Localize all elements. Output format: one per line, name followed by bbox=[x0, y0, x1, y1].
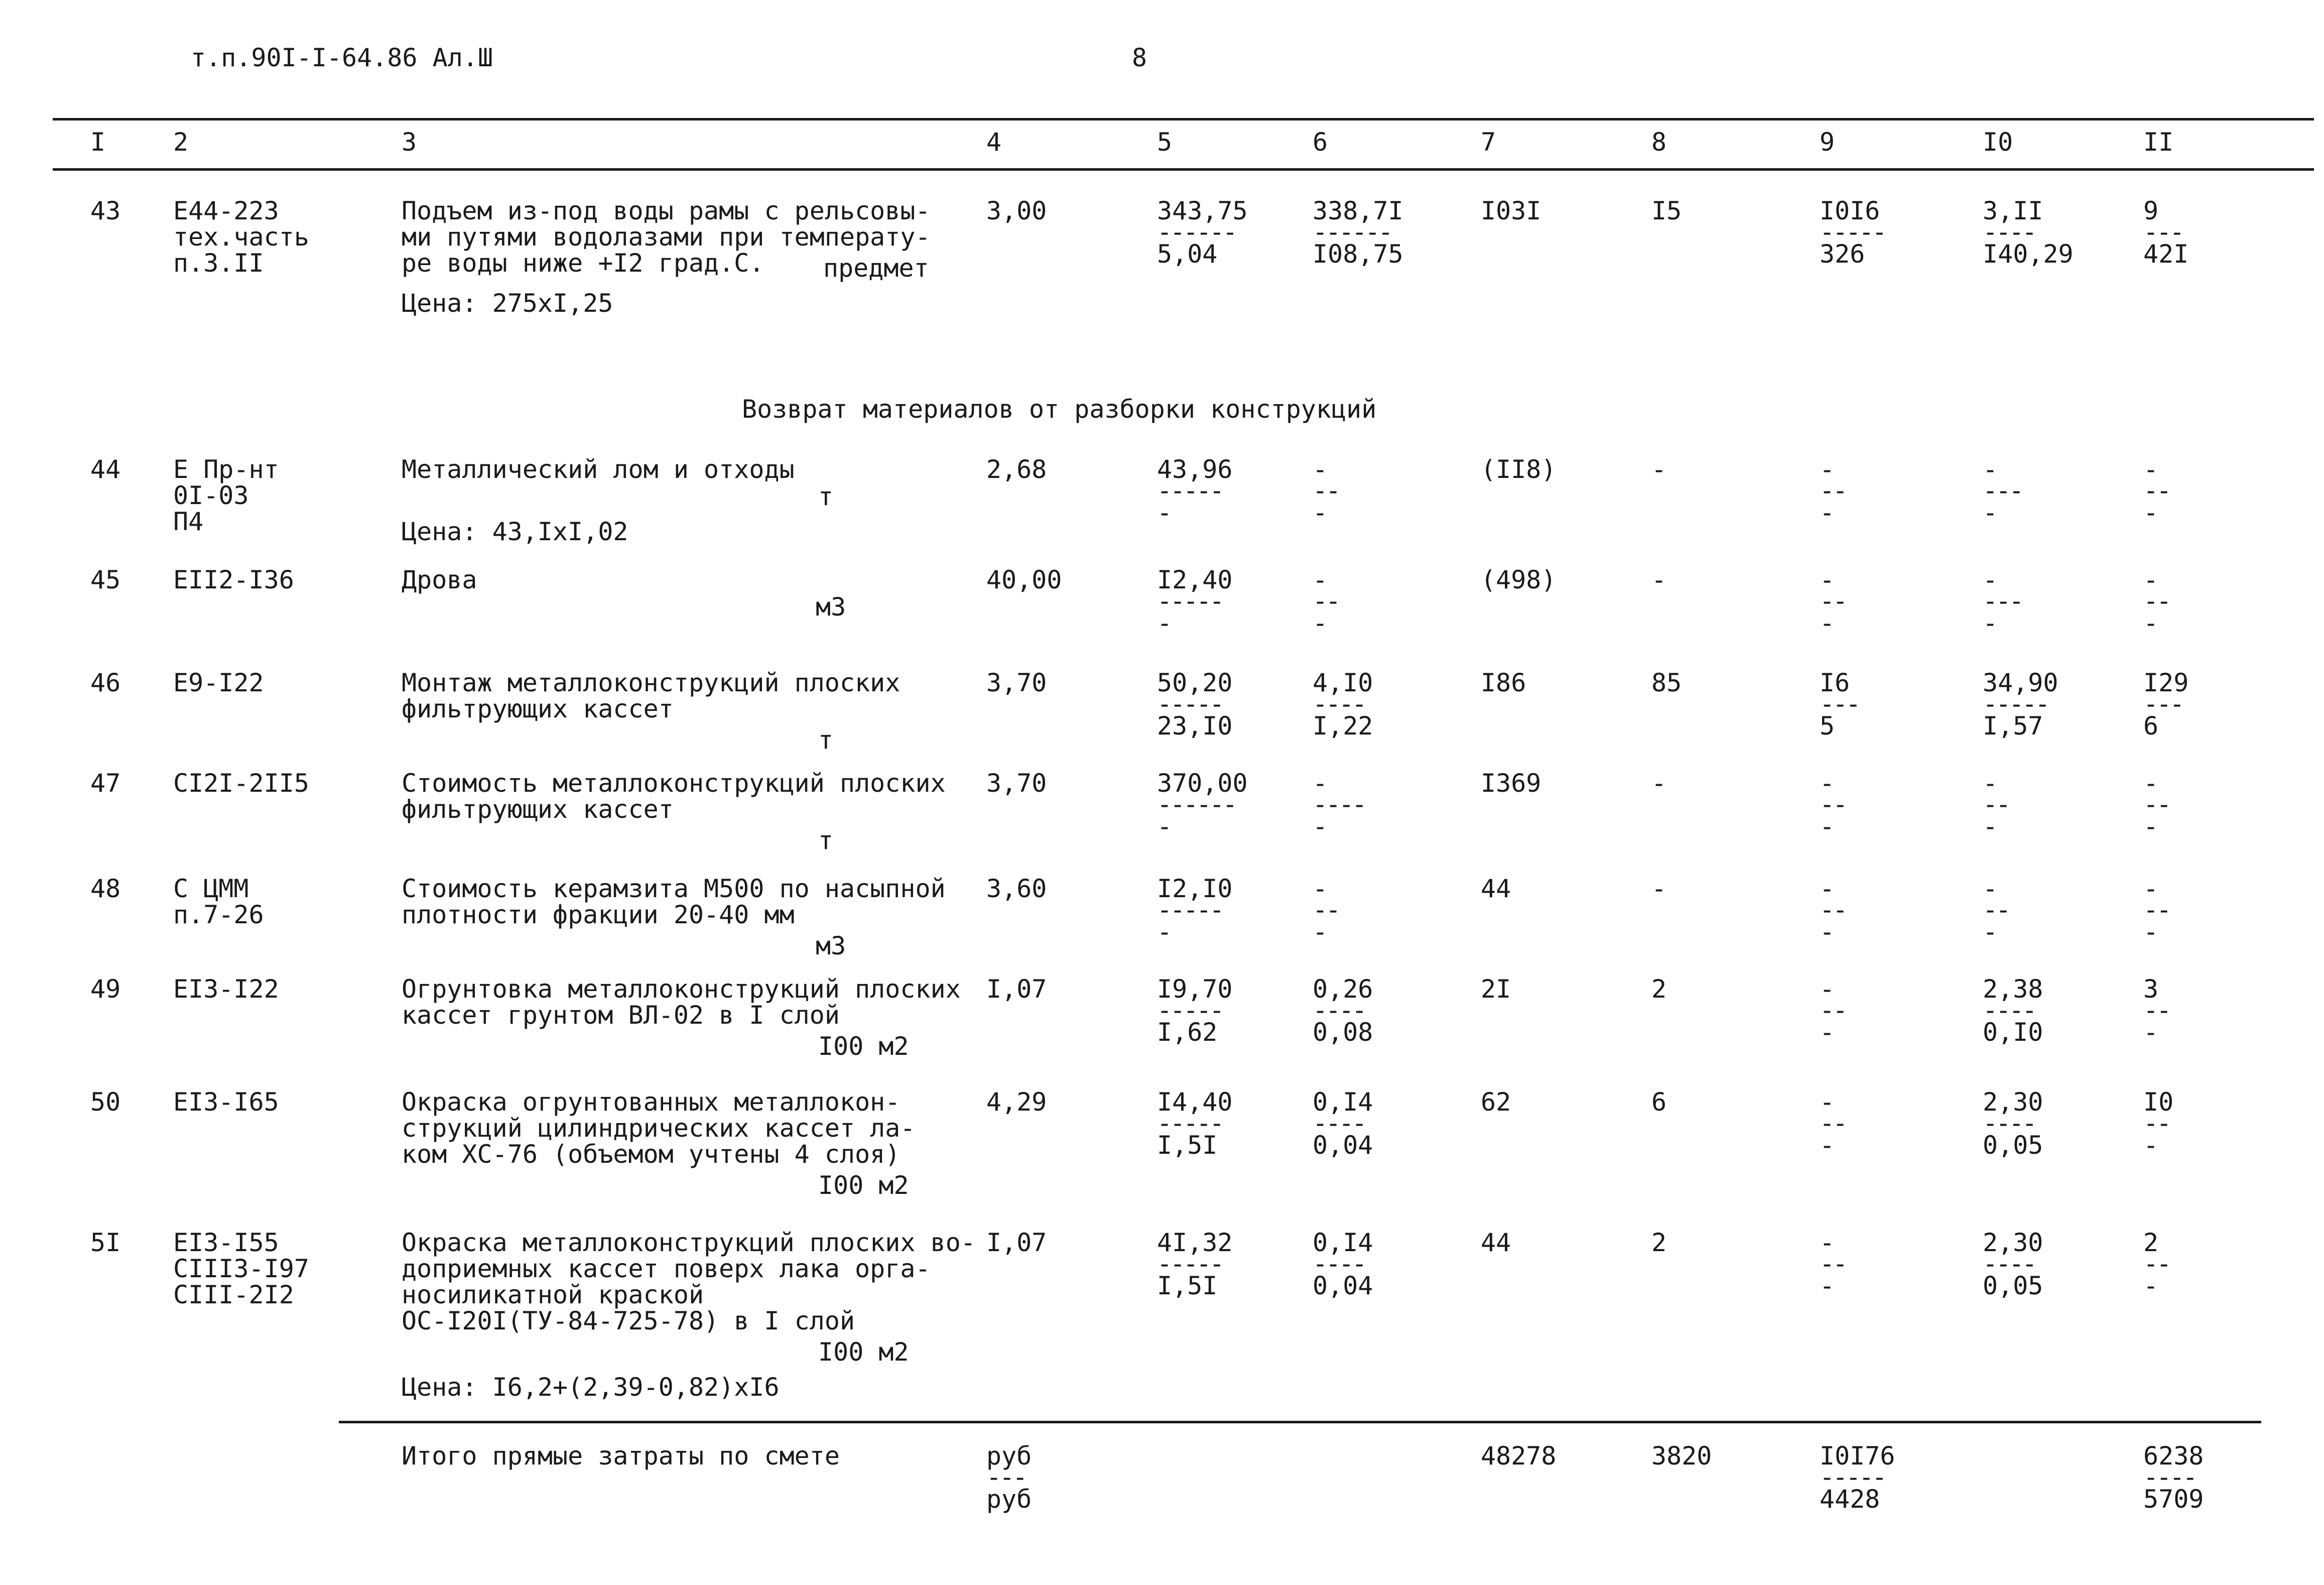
labor-total-denominator: - bbox=[2143, 1018, 2159, 1047]
wage-cost bbox=[1313, 198, 1403, 267]
machine-cost bbox=[1820, 457, 1846, 525]
quantity: 3,70 bbox=[986, 769, 1047, 798]
wages-total: 85 bbox=[1651, 668, 1682, 697]
column-header-6: 6 bbox=[1313, 128, 1328, 157]
machine-cost-denominator: - bbox=[1820, 1131, 1835, 1160]
machine-cost-denominator: - bbox=[1820, 498, 1835, 527]
total-unit bbox=[986, 1443, 1031, 1512]
labor-unit-denominator: - bbox=[1983, 608, 1998, 638]
unit-of-measure: I00 м2 bbox=[818, 1032, 909, 1061]
labor-total bbox=[2143, 771, 2169, 839]
rate-code: Е9-I22 bbox=[173, 668, 264, 697]
rate-code: С ЦММ bbox=[173, 874, 249, 903]
machine-cost bbox=[1820, 876, 1846, 944]
unit-cost-numerator: I4,40 bbox=[1157, 1087, 1233, 1117]
labor-total-divider: -- bbox=[2143, 476, 2170, 505]
labor-unit-numerator: - bbox=[1983, 874, 1998, 903]
machine-cost-numerator: - bbox=[1820, 1087, 1835, 1117]
labor-unit bbox=[1983, 1089, 2043, 1158]
column-header-1: I bbox=[90, 128, 106, 157]
machine-cost-denominator: 326 bbox=[1820, 239, 1865, 269]
labor-total bbox=[2143, 567, 2169, 636]
rate-code: СIII3-I97 bbox=[173, 1254, 309, 1283]
labor-total-denominator: 42I bbox=[2143, 239, 2189, 269]
unit-cost-divider: ------ bbox=[1157, 790, 1236, 819]
labor-total-denominator: - bbox=[2143, 498, 2159, 527]
rate-code: ЕI3-I22 bbox=[173, 974, 279, 1004]
unit-cost-denominator: - bbox=[1157, 608, 1173, 638]
unit-cost-divider: ----- bbox=[1157, 586, 1223, 616]
total-cost: I369 bbox=[1481, 769, 1541, 798]
labor-total bbox=[2143, 1230, 2169, 1298]
labor-total bbox=[2143, 1089, 2173, 1158]
labor-total-denominator: 6 bbox=[2143, 711, 2159, 741]
document-reference: т.п.90I-I-64.86 Ал.Ш bbox=[191, 43, 493, 72]
total-cost: 44 bbox=[1481, 874, 1511, 903]
labor-unit-divider: -- bbox=[1983, 895, 2009, 924]
rate-code: Е Пр-нт bbox=[173, 455, 279, 484]
work-description: ком ХС-76 (объемом учтены 4 слоя) bbox=[402, 1140, 900, 1169]
row-number: 48 bbox=[90, 874, 121, 903]
wage-cost bbox=[1313, 876, 1339, 944]
wage-cost-denominator: 0,08 bbox=[1313, 1018, 1373, 1047]
total-cost: (II8) bbox=[1481, 455, 1557, 484]
unit-of-measure: т bbox=[818, 826, 834, 855]
unit-cost-divider: ----- bbox=[1157, 476, 1223, 505]
labor-unit bbox=[1983, 670, 2058, 739]
column-header-9: 9 bbox=[1820, 128, 1835, 157]
work-description: ОС-I20I(ТУ-84-725-78) в I слой bbox=[402, 1306, 855, 1335]
wage-cost-denominator: - bbox=[1313, 608, 1328, 638]
total-cost: I86 bbox=[1481, 668, 1526, 697]
quantity: 40,00 bbox=[986, 565, 1062, 594]
unit-cost-denominator: - bbox=[1157, 812, 1173, 841]
labor-total-denominator: - bbox=[2143, 608, 2159, 638]
row-number: 47 bbox=[90, 769, 121, 798]
wage-cost bbox=[1313, 567, 1339, 636]
row-number: 43 bbox=[90, 196, 121, 225]
labor-total-numerator: - bbox=[2143, 769, 2159, 798]
price-formula: Цена: I6,2+(2,39-0,82)хI6 bbox=[402, 1373, 780, 1402]
unit-of-measure: I00 м2 bbox=[818, 1171, 909, 1200]
quantity: 4,29 bbox=[986, 1087, 1047, 1117]
machine-cost-numerator: - bbox=[1820, 455, 1835, 484]
labor-total-divider: -- bbox=[2143, 895, 2170, 924]
unit-cost bbox=[1157, 457, 1233, 525]
total-labor bbox=[2143, 1443, 2204, 1512]
labor-unit-denominator: 0,I0 bbox=[1983, 1018, 2043, 1047]
unit-cost-denominator: 5,04 bbox=[1157, 239, 1218, 269]
machine-cost-denominator: - bbox=[1820, 812, 1835, 841]
work-description: ми путями водолазами при температу- bbox=[402, 222, 931, 252]
work-description: Окраска огрунтованных металлокон- bbox=[402, 1087, 900, 1117]
wage-cost bbox=[1313, 457, 1339, 525]
machine-cost bbox=[1820, 670, 1859, 739]
machine-cost-divider: --- bbox=[1820, 689, 1859, 718]
labor-total-divider: --- bbox=[2143, 689, 2183, 718]
unit-cost-numerator: 4I,32 bbox=[1157, 1228, 1233, 1257]
unit-cost-numerator: 50,20 bbox=[1157, 668, 1233, 697]
machine-cost-numerator: - bbox=[1820, 565, 1835, 594]
labor-unit-numerator: - bbox=[1983, 455, 1998, 484]
wage-cost bbox=[1313, 974, 1373, 1047]
total-unit-divider: --- bbox=[986, 1462, 1026, 1492]
unit-cost bbox=[1157, 771, 1248, 839]
wage-cost-numerator: 4,I0 bbox=[1313, 668, 1373, 697]
unit-cost-numerator: 370,00 bbox=[1157, 769, 1248, 798]
labor-total-numerator: - bbox=[2143, 565, 2159, 594]
labor-unit-numerator: 2,30 bbox=[1983, 1228, 2043, 1257]
unit-cost-divider: ----- bbox=[1157, 1249, 1223, 1278]
wage-cost-numerator: 0,I4 bbox=[1313, 1228, 1373, 1257]
machine-cost-denominator: - bbox=[1820, 1018, 1835, 1047]
labor-unit bbox=[1983, 1230, 2043, 1298]
unit-cost-denominator: 23,I0 bbox=[1157, 711, 1233, 741]
wage-cost-denominator: 0,04 bbox=[1313, 1271, 1373, 1300]
quantity: 3,70 bbox=[986, 668, 1047, 697]
labor-unit-divider: ---- bbox=[1983, 1249, 2035, 1278]
rate-code: п.3.II bbox=[173, 249, 264, 278]
machine-cost-numerator: I0I6 bbox=[1820, 196, 1880, 225]
machine-cost-divider: ----- bbox=[1820, 217, 1885, 247]
rate-code: тех.часть bbox=[173, 222, 309, 252]
labor-unit-divider: ----- bbox=[1983, 689, 2048, 718]
labor-unit-numerator: 2,38 bbox=[1983, 974, 2043, 1004]
wage-cost bbox=[1313, 670, 1373, 739]
machine-cost-numerator: I6 bbox=[1820, 668, 1850, 697]
labor-total-divider: --- bbox=[2143, 217, 2183, 247]
wage-cost-denominator: 0,04 bbox=[1313, 1131, 1373, 1160]
rate-code: П4 bbox=[173, 507, 204, 536]
total-cost: 2I bbox=[1481, 974, 1511, 1004]
price-formula: Цена: 275хI,25 bbox=[402, 289, 613, 318]
work-description: плотности фракции 20-40 мм bbox=[402, 900, 795, 929]
labor-total-denominator: - bbox=[2143, 1131, 2159, 1160]
machine-cost-divider: -- bbox=[1820, 1249, 1846, 1278]
labor-total-numerator: - bbox=[2143, 455, 2159, 484]
total-cost: (498) bbox=[1481, 565, 1557, 594]
total-labor-denominator: 5709 bbox=[2143, 1485, 2204, 1514]
labor-unit-numerator: - bbox=[1983, 769, 1998, 798]
unit-cost bbox=[1157, 974, 1233, 1047]
labor-unit-denominator: 0,05 bbox=[1983, 1271, 2043, 1300]
row-number: 44 bbox=[90, 455, 121, 484]
work-description: Окраска металлоконструкций плоских во- bbox=[402, 1228, 976, 1257]
labor-total-numerator: I0 bbox=[2143, 1087, 2174, 1117]
row-number: 49 bbox=[90, 974, 121, 1004]
machine-cost-divider: -- bbox=[1820, 586, 1846, 616]
column-header-7: 7 bbox=[1481, 128, 1496, 157]
rate-code: 0I-03 bbox=[173, 481, 249, 510]
machine-cost-numerator: - bbox=[1820, 874, 1835, 903]
unit-cost-divider: ----- bbox=[1157, 996, 1223, 1025]
quantity: I,07 bbox=[986, 974, 1047, 1004]
wage-cost-divider: ---- bbox=[1313, 996, 1365, 1025]
labor-unit bbox=[1983, 876, 2009, 944]
column-header-rule bbox=[53, 168, 2314, 171]
machine-cost bbox=[1820, 974, 1846, 1047]
page-number: 8 bbox=[1132, 43, 1147, 72]
work-description: Стоимость металлоконструкций плоских bbox=[402, 769, 946, 798]
total-wages: 3820 bbox=[1651, 1441, 1712, 1471]
wages-total: 2 bbox=[1651, 1228, 1667, 1257]
wage-cost-numerator: - bbox=[1313, 565, 1328, 594]
wage-cost bbox=[1313, 771, 1365, 839]
labor-total-divider: -- bbox=[2143, 1109, 2170, 1138]
wage-cost-numerator: 0,I4 bbox=[1313, 1087, 1373, 1117]
rate-code: ЕI3-I55 bbox=[173, 1228, 279, 1257]
machine-cost-divider: -- bbox=[1820, 1109, 1846, 1138]
machine-cost-denominator: 5 bbox=[1820, 711, 1835, 741]
total-rule bbox=[339, 1421, 2261, 1423]
wage-cost-divider: -- bbox=[1313, 895, 1339, 924]
total-label: Итого прямые затраты по смете bbox=[402, 1441, 840, 1471]
labor-unit-numerator: 3,II bbox=[1983, 196, 2043, 225]
wage-cost-numerator: - bbox=[1313, 769, 1328, 798]
column-header-3: 3 bbox=[402, 128, 417, 157]
unit-of-measure: т bbox=[818, 482, 834, 511]
row-number: 5I bbox=[90, 1228, 121, 1257]
unit-cost-denominator: - bbox=[1157, 498, 1173, 527]
labor-unit bbox=[1983, 567, 2022, 636]
total-direct-cost: 48278 bbox=[1481, 1441, 1557, 1471]
machine-cost-numerator: - bbox=[1820, 974, 1835, 1004]
unit-cost-numerator: 343,75 bbox=[1157, 196, 1248, 225]
row-number: 50 bbox=[90, 1087, 121, 1117]
labor-total-numerator: 2 bbox=[2143, 1228, 2159, 1257]
labor-unit-numerator: - bbox=[1983, 565, 1998, 594]
total-unit-denominator: руб bbox=[986, 1485, 1032, 1514]
machine-cost bbox=[1820, 771, 1846, 839]
unit-of-measure: I00 м2 bbox=[818, 1337, 909, 1367]
wage-cost bbox=[1313, 1089, 1373, 1158]
labor-total bbox=[2143, 974, 2170, 1047]
work-description: кассет грунтом ВЛ-02 в I слой bbox=[402, 1001, 840, 1030]
machine-cost bbox=[1820, 567, 1846, 636]
work-description: Стоимость керамзита М500 по насыпной bbox=[402, 874, 946, 903]
labor-total-numerator: - bbox=[2143, 874, 2159, 903]
labor-total-numerator: 9 bbox=[2143, 196, 2159, 225]
work-description: фильтрующих кассет bbox=[402, 795, 674, 824]
rate-code: СIII-2I2 bbox=[173, 1280, 294, 1309]
machine-cost bbox=[1820, 198, 1885, 267]
rate-code: ЕII2-I36 bbox=[173, 565, 294, 594]
total-cost: 44 bbox=[1481, 1228, 1511, 1257]
quantity: 3,60 bbox=[986, 874, 1047, 903]
total-machine-cost-numerator: I0I76 bbox=[1820, 1441, 1895, 1471]
unit-cost bbox=[1157, 1089, 1233, 1158]
total-machine-cost-divider: ----- bbox=[1820, 1462, 1885, 1492]
wages-total: 6 bbox=[1651, 1087, 1667, 1117]
labor-unit-divider: --- bbox=[1983, 476, 2022, 505]
unit-cost-divider: ----- bbox=[1157, 895, 1223, 924]
column-header-2: 2 bbox=[173, 128, 189, 157]
wage-cost-numerator: - bbox=[1313, 874, 1328, 903]
unit-cost-numerator: 43,96 bbox=[1157, 455, 1233, 484]
total-machine-cost bbox=[1820, 1443, 1895, 1512]
labor-total bbox=[2143, 876, 2169, 944]
wage-cost-divider: ------ bbox=[1313, 217, 1391, 247]
labor-total-denominator: - bbox=[2143, 812, 2159, 841]
unit-cost bbox=[1157, 1230, 1233, 1298]
work-description: Подъем из-под воды рамы с рельсовы- bbox=[402, 196, 931, 225]
labor-total-denominator: - bbox=[2143, 1271, 2159, 1300]
wage-cost-divider: -- bbox=[1313, 586, 1339, 616]
wage-cost-denominator: - bbox=[1313, 917, 1328, 946]
column-header-10: I0 bbox=[1983, 128, 2013, 157]
labor-total-divider: -- bbox=[2143, 1249, 2170, 1278]
quantity: 3,00 bbox=[986, 196, 1047, 225]
wages-total: - bbox=[1651, 455, 1667, 484]
total-labor-numerator: 6238 bbox=[2143, 1441, 2204, 1471]
wage-cost-divider: -- bbox=[1313, 476, 1339, 505]
wage-cost-divider: ---- bbox=[1313, 790, 1365, 819]
labor-unit-numerator: 2,30 bbox=[1983, 1087, 2043, 1117]
rate-code: ЕI3-I65 bbox=[173, 1087, 279, 1117]
unit-of-measure: предмет bbox=[823, 254, 929, 283]
labor-unit bbox=[1983, 974, 2043, 1047]
column-header-5: 5 bbox=[1157, 128, 1173, 157]
total-cost: I03I bbox=[1481, 196, 1541, 225]
total-cost: 62 bbox=[1481, 1087, 1511, 1117]
total-labor-divider: ---- bbox=[2143, 1462, 2196, 1492]
wage-cost-numerator: 338,7I bbox=[1313, 196, 1403, 225]
wage-cost-numerator: 0,26 bbox=[1313, 974, 1373, 1004]
machine-cost-denominator: - bbox=[1820, 608, 1835, 638]
column-header-8: 8 bbox=[1651, 128, 1667, 157]
wage-cost-denominator: - bbox=[1313, 498, 1328, 527]
machine-cost bbox=[1820, 1089, 1846, 1158]
machine-cost-divider: -- bbox=[1820, 790, 1846, 819]
unit-cost-denominator: I,5I bbox=[1157, 1131, 1218, 1160]
labor-unit-denominator: I40,29 bbox=[1983, 239, 2074, 269]
unit-of-measure: т bbox=[818, 725, 834, 755]
rate-code: СI2I-2II5 bbox=[173, 769, 309, 798]
unit-cost bbox=[1157, 567, 1233, 636]
labor-unit-denominator: - bbox=[1983, 917, 1998, 946]
work-description: Металлический лом и отходы bbox=[402, 455, 795, 484]
machine-cost-denominator: - bbox=[1820, 1271, 1835, 1300]
unit-cost-numerator: I9,70 bbox=[1157, 974, 1233, 1004]
unit-cost bbox=[1157, 876, 1233, 944]
wages-total: - bbox=[1651, 874, 1667, 903]
column-header-4: 4 bbox=[986, 128, 1002, 157]
labor-total-numerator: I29 bbox=[2143, 668, 2189, 697]
work-description: струкций цилиндрических кассет ла- bbox=[402, 1114, 916, 1143]
labor-total bbox=[2143, 670, 2188, 739]
total-unit-numerator: руб bbox=[986, 1441, 1032, 1471]
wage-cost-denominator: I08,75 bbox=[1313, 239, 1403, 269]
work-description: ре воды ниже +I2 град.С. bbox=[402, 249, 764, 278]
unit-cost-denominator: I,5I bbox=[1157, 1271, 1218, 1300]
wages-total: 2 bbox=[1651, 974, 1667, 1004]
labor-unit-denominator: - bbox=[1983, 498, 1998, 527]
unit-cost-divider: ----- bbox=[1157, 689, 1223, 718]
machine-cost-denominator: - bbox=[1820, 917, 1835, 946]
wages-total: - bbox=[1651, 769, 1667, 798]
labor-unit-denominator: 0,05 bbox=[1983, 1131, 2043, 1160]
labor-unit-divider: ---- bbox=[1983, 217, 2035, 247]
wage-cost-numerator: - bbox=[1313, 455, 1328, 484]
total-machine-cost-denominator: 4428 bbox=[1820, 1485, 1880, 1514]
labor-unit bbox=[1983, 771, 2009, 839]
machine-cost bbox=[1820, 1230, 1846, 1298]
row-number: 46 bbox=[90, 668, 121, 697]
work-description: Огрунтовка металлоконструкций плоских bbox=[402, 974, 961, 1004]
section-heading: Возврат материалов от разборки конструкций bbox=[742, 395, 1377, 424]
work-description: фильтрующих кассет bbox=[402, 694, 674, 723]
machine-cost-divider: -- bbox=[1820, 476, 1846, 505]
labor-total-divider: -- bbox=[2143, 996, 2170, 1025]
labor-unit-divider: --- bbox=[1983, 586, 2022, 616]
wage-cost-denominator: - bbox=[1313, 812, 1328, 841]
wage-cost-divider: ---- bbox=[1313, 1109, 1365, 1138]
labor-unit-numerator: 34,90 bbox=[1983, 668, 2058, 697]
wages-total: - bbox=[1651, 565, 1667, 594]
unit-of-measure: м3 bbox=[816, 592, 846, 622]
labor-total bbox=[2143, 198, 2188, 267]
labor-total-divider: -- bbox=[2143, 586, 2170, 616]
labor-unit bbox=[1983, 457, 2022, 525]
unit-cost-divider: ------ bbox=[1157, 217, 1236, 247]
table-top-rule bbox=[53, 118, 2314, 120]
labor-total bbox=[2143, 457, 2169, 525]
work-description: Дрова bbox=[402, 565, 477, 594]
labor-unit bbox=[1983, 198, 2074, 267]
work-description: Монтаж металлоконструкций плоских bbox=[402, 668, 900, 697]
row-number: 45 bbox=[90, 565, 121, 594]
wage-cost-denominator: I,22 bbox=[1313, 711, 1373, 741]
column-header-11: II bbox=[2143, 128, 2174, 157]
wage-cost-divider: ---- bbox=[1313, 1249, 1365, 1278]
unit-of-measure: м3 bbox=[816, 931, 846, 960]
work-description: носиликатной краской bbox=[402, 1280, 704, 1309]
machine-cost-divider: -- bbox=[1820, 996, 1846, 1025]
labor-unit-divider: -- bbox=[1983, 790, 2009, 819]
labor-total-denominator: - bbox=[2143, 917, 2159, 946]
labor-unit-denominator: - bbox=[1983, 812, 1998, 841]
wages-total: I5 bbox=[1651, 196, 1682, 225]
quantity: 2,68 bbox=[986, 455, 1047, 484]
unit-cost-denominator: I,62 bbox=[1157, 1018, 1218, 1047]
machine-cost-numerator: - bbox=[1820, 769, 1835, 798]
unit-cost-denominator: - bbox=[1157, 917, 1173, 946]
wage-cost bbox=[1313, 1230, 1373, 1298]
labor-unit-divider: ---- bbox=[1983, 996, 2035, 1025]
rate-code: п.7-26 bbox=[173, 900, 264, 929]
machine-cost-divider: -- bbox=[1820, 895, 1846, 924]
machine-cost-numerator: - bbox=[1820, 1228, 1835, 1257]
labor-unit-denominator: I,57 bbox=[1983, 711, 2043, 741]
wage-cost-divider: ---- bbox=[1313, 689, 1365, 718]
price-formula: Цена: 43,IхI,02 bbox=[402, 517, 628, 546]
labor-total-numerator: 3 bbox=[2143, 974, 2159, 1004]
unit-cost-divider: ----- bbox=[1157, 1109, 1223, 1138]
quantity: I,07 bbox=[986, 1228, 1047, 1257]
rate-code: Е44-223 bbox=[173, 196, 279, 225]
labor-unit-divider: ---- bbox=[1983, 1109, 2035, 1138]
labor-total-divider: -- bbox=[2143, 790, 2170, 819]
unit-cost bbox=[1157, 670, 1233, 739]
unit-cost-numerator: I2,I0 bbox=[1157, 874, 1233, 903]
unit-cost-numerator: I2,40 bbox=[1157, 565, 1233, 594]
work-description: доприемных кассет поверх лака орга- bbox=[402, 1254, 931, 1283]
unit-cost bbox=[1157, 198, 1248, 267]
